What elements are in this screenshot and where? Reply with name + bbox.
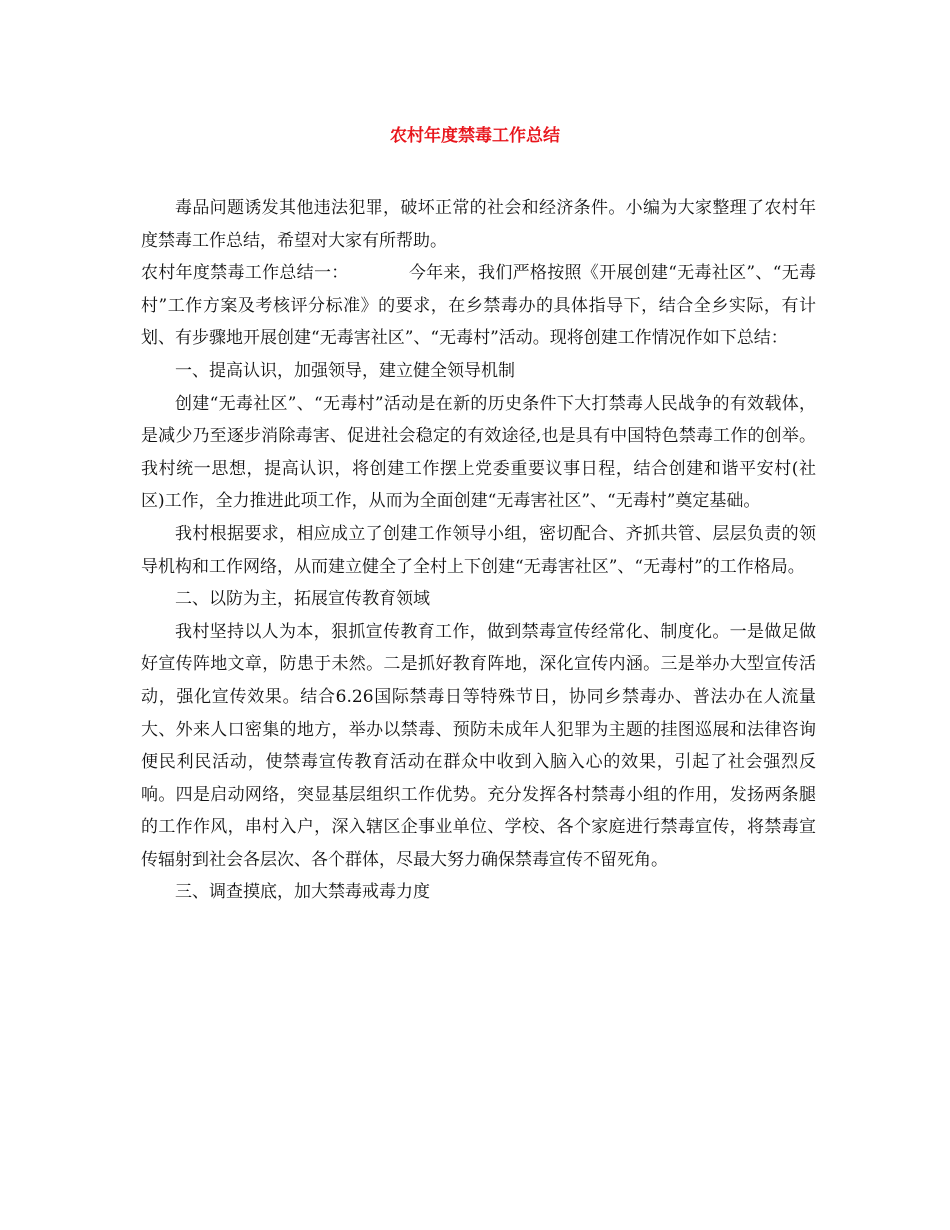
section-1-paragraph-1: 创建“无毒社区”、“无毒村”活动是在新的历史条件下大打禁毒人民战争的有效载体，是减少乃至逐步消除毒害、促进社会稳定的有效途径,也是具有中国特色禁毒工作的创举。我村统一思想，提高认识，将创建工作摆上党委重要议事日程，结合创建和谐平安村(社区)工作，全力推进此项工作，从而为全面创建“无毒害社区”、“无毒村”奠定基础。 (141, 393, 816, 512)
document-body (141, 192, 816, 909)
summary-label: 农村年度禁毒工作总结一： (141, 263, 349, 284)
section-heading-3: 三、调查摸底，加大禁毒戒毒力度 (175, 882, 430, 903)
section-2-paragraph-1: 我村坚持以人为本，狠抓宣传教育工作，做到禁毒宣传经常化、制度化。一是做足做好宣传阵地文章，防患于未然。二是抓好教育阵地，深化宣传内涵。三是举办大型宣传活动，强化宣传效果。结合6.26国际禁毒日等特殊节日，协同乡禁毒办、普法办在人流量大、外来人口密集的地方，举办以禁毒、预防未成年人犯罪为主题的挂图巡展和法律咨询便民利民活动，使禁毒宣传教育活动在群众中收到入脑入心的效果，引起了社会强烈反响。四是启动网络，突显基层组织工作优势。充分发挥各村禁毒小组的作用，发扬两条腿的工作作风，串村入户，深入辖区企事业单位、学校、各个家庭进行禁毒宣传，将禁毒宣传辐射到社会各层次、各个群体，尽最大努力确保禁毒宣传不留死角。 (141, 621, 816, 870)
summary-text: 今年来，我们严格按照《开展创建“无毒社区”、“无毒村”工作方案及考核评分标准》的要求，在乡禁毒办的具体指导下，结合全乡实际，有计划、有步骤地开展创建“无毒害社区”、“无毒村”活动。现将创建工作情况作如下总结： (141, 263, 816, 349)
section-heading-2: 二、以防为主，拓展宣传教育领域 (175, 589, 430, 610)
section-1-paragraph-2: 我村根据要求，相应成立了创建工作领导小组，密切配合、齐抓共管、层层负责的领导机构和工作网络，从而建立健全了全村上下创建“无毒害社区”、“无毒村”的工作格局。 (141, 523, 816, 577)
document-title: 农村年度禁毒工作总结 (390, 126, 560, 146)
section-heading-1: 一、提高认识，加强领导，建立健全领导机制 (175, 360, 515, 381)
intro-paragraph: 毒品问题诱发其他违法犯罪，破坏正常的社会和经济条件。小编为大家整理了农村年度禁毒工作总结，希望对大家有所帮助。 (141, 198, 816, 251)
summary-paragraph (141, 257, 816, 355)
